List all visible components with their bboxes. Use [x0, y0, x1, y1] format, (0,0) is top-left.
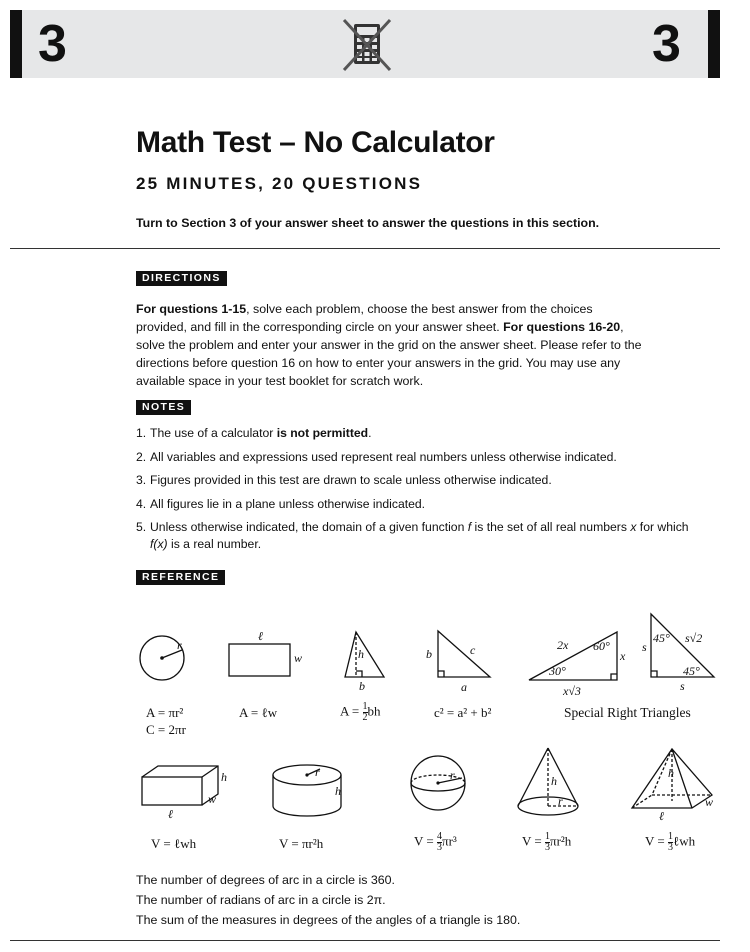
note-text-end: .: [368, 426, 372, 440]
sphere-label-r: r: [450, 768, 455, 782]
note-number: 4.: [136, 496, 147, 511]
directions-bold-1: For questions 1-15: [136, 302, 247, 316]
note-item: [136, 472, 696, 488]
note-var-fx: f(x): [150, 537, 168, 551]
formula-pre: A =: [340, 703, 360, 719]
sp-label-s2: s: [680, 679, 685, 693]
page-title: Math Test – No Calculator: [136, 126, 495, 159]
cyl-label-r: r: [315, 765, 320, 779]
circle-label-r: r: [177, 638, 182, 652]
pythagorean-formula: c² = a² + b²: [434, 705, 492, 720]
rectangle-area-formula: A = ℓw: [239, 705, 278, 720]
fact-line: The sum of the measures in degrees of the angles of a triangle is 180.: [136, 913, 521, 927]
divider-bottom: [10, 940, 720, 941]
formula-post: bh: [367, 703, 381, 719]
box-label-w: w: [208, 792, 217, 806]
directions-text-1: , solve each problem, choose the best answer from the choices provided, and fill in the corresponding circle on your answer sheet.: [136, 302, 593, 334]
note-text-mid2: for which: [636, 520, 689, 534]
sp-label-s1: s: [642, 640, 647, 654]
note-text-mid: is the set of all real numbers: [471, 520, 631, 534]
note-item: [136, 496, 696, 512]
reference-figures: [0, 600, 750, 860]
sp-label-30: 30°: [549, 664, 566, 678]
fraction-den: 3: [668, 842, 673, 853]
fraction-num: 1: [668, 831, 673, 842]
rt-label-b: b: [426, 647, 432, 661]
cone-volume-formula: [522, 832, 571, 853]
circle-circumference-formula: C = 2πr: [146, 722, 186, 737]
rt-label-c: c: [470, 643, 476, 657]
header-right-bar: [708, 10, 720, 78]
directions-tag: DIRECTIONS: [136, 271, 227, 286]
header-left-bar: [10, 10, 22, 78]
sp-label-2x: 2x: [557, 638, 569, 652]
rect-label-l: ℓ: [258, 629, 263, 643]
no-calculator-icon: [338, 16, 396, 74]
box-label-l: ℓ: [168, 807, 173, 821]
box-volume-formula: V = ℓwh: [151, 836, 197, 851]
directions-text: [136, 300, 646, 390]
note-number: 1.: [136, 426, 147, 440]
section-number-right: 3: [652, 15, 681, 73]
cone-label-r: r: [558, 794, 563, 808]
sp-label-45b: 45°: [683, 664, 700, 678]
rect-label-w: w: [294, 651, 303, 665]
note-item: [136, 425, 696, 441]
sp-label-60: 60°: [593, 639, 610, 653]
note-number: 2.: [136, 449, 147, 464]
divider-top: [10, 248, 720, 249]
sphere-volume-formula: [414, 832, 457, 853]
fraction-den: 3: [545, 842, 550, 853]
note-number: 3.: [136, 473, 147, 487]
pyr-label-l: ℓ: [659, 809, 664, 823]
section-number-left: 3: [38, 15, 67, 73]
circle-area-formula: A = πr²: [146, 705, 184, 720]
sp-label-sr2: s√2: [685, 631, 703, 645]
note-text: Figures provided in this test are drawn to scale unless otherwise indicated.: [150, 473, 552, 487]
fraction-den: 2: [362, 712, 368, 723]
tri-label-b: b: [359, 679, 365, 693]
note-text: All variables and expressions used represent real numbers unless otherwise indicated.: [150, 449, 617, 464]
note-text: The use of a calculator: [150, 426, 277, 440]
note-bold: is not permitted: [276, 426, 369, 440]
reference-tag: REFERENCE: [136, 570, 225, 585]
box-figure: [142, 777, 202, 805]
rt-label-a: a: [461, 680, 467, 694]
cylinder-volume-formula: V = πr²h: [279, 836, 324, 851]
fraction-num: 1: [545, 831, 550, 842]
notes-list: [136, 425, 696, 561]
fraction-num: 4: [437, 831, 442, 842]
triangle-figure: [345, 632, 384, 677]
note-text: All figures lie in a plane unless otherwise indicated.: [150, 496, 426, 511]
sp-label-x: x: [620, 649, 626, 663]
note-var-f: f: [467, 520, 472, 534]
note-text: Unless otherwise indicated, the domain of a given function: [150, 520, 468, 534]
reference-facts: [136, 870, 520, 930]
cyl-label-h: h: [335, 784, 341, 798]
formula-post: πr³: [442, 833, 457, 849]
triangle-area-formula: [340, 702, 381, 723]
fraction-num: 1: [362, 701, 368, 712]
note-text-end: is a real number.: [167, 537, 262, 551]
fact-line: The number of radians of arc in a circle is 2π.: [136, 893, 386, 907]
rectangle-figure: [229, 644, 290, 676]
instruction-text: Turn to Section 3 of your answer sheet to answer the questions in this section.: [136, 216, 600, 230]
page-subtitle: 25 MINUTES, 20 QUESTIONS: [136, 174, 423, 193]
sp-label-xr3: x√3: [563, 684, 581, 698]
pyr-label-h: h: [668, 766, 674, 780]
sp-label-45a: 45°: [653, 631, 670, 645]
formula-pre: V =: [414, 833, 434, 849]
note-number: 5.: [136, 520, 147, 534]
pyr-label-w: w: [705, 795, 714, 809]
fraction-den: 3: [437, 842, 442, 853]
notes-tag: NOTES: [136, 400, 191, 415]
right-triangle-figure: [438, 631, 490, 677]
special-triangles-caption: Special Right Triangles: [564, 705, 691, 720]
note-item: [136, 449, 696, 465]
fact-line: The number of degrees of arc in a circle is 360.: [136, 873, 395, 887]
directions-bold-2: For questions 16-20: [503, 320, 621, 334]
formula-post: ℓwh: [673, 833, 696, 849]
note-item: [136, 519, 696, 553]
note-var-x: x: [630, 520, 637, 534]
formula-pre: V =: [522, 833, 542, 849]
tri-label-h: h: [358, 647, 364, 661]
cone-label-h: h: [551, 774, 557, 788]
pyramid-volume-formula: [645, 832, 695, 853]
formula-pre: V =: [645, 833, 665, 849]
directions-text-2: , solve the problem and enter your answer in the grid on the answer sheet. Please refer to the directions before question 16 on how to enter your answers in the grid. You may use any available space in your test booklet for scratch work.: [136, 320, 642, 388]
box-label-h: h: [221, 770, 227, 784]
formula-post: πr²h: [550, 833, 572, 849]
